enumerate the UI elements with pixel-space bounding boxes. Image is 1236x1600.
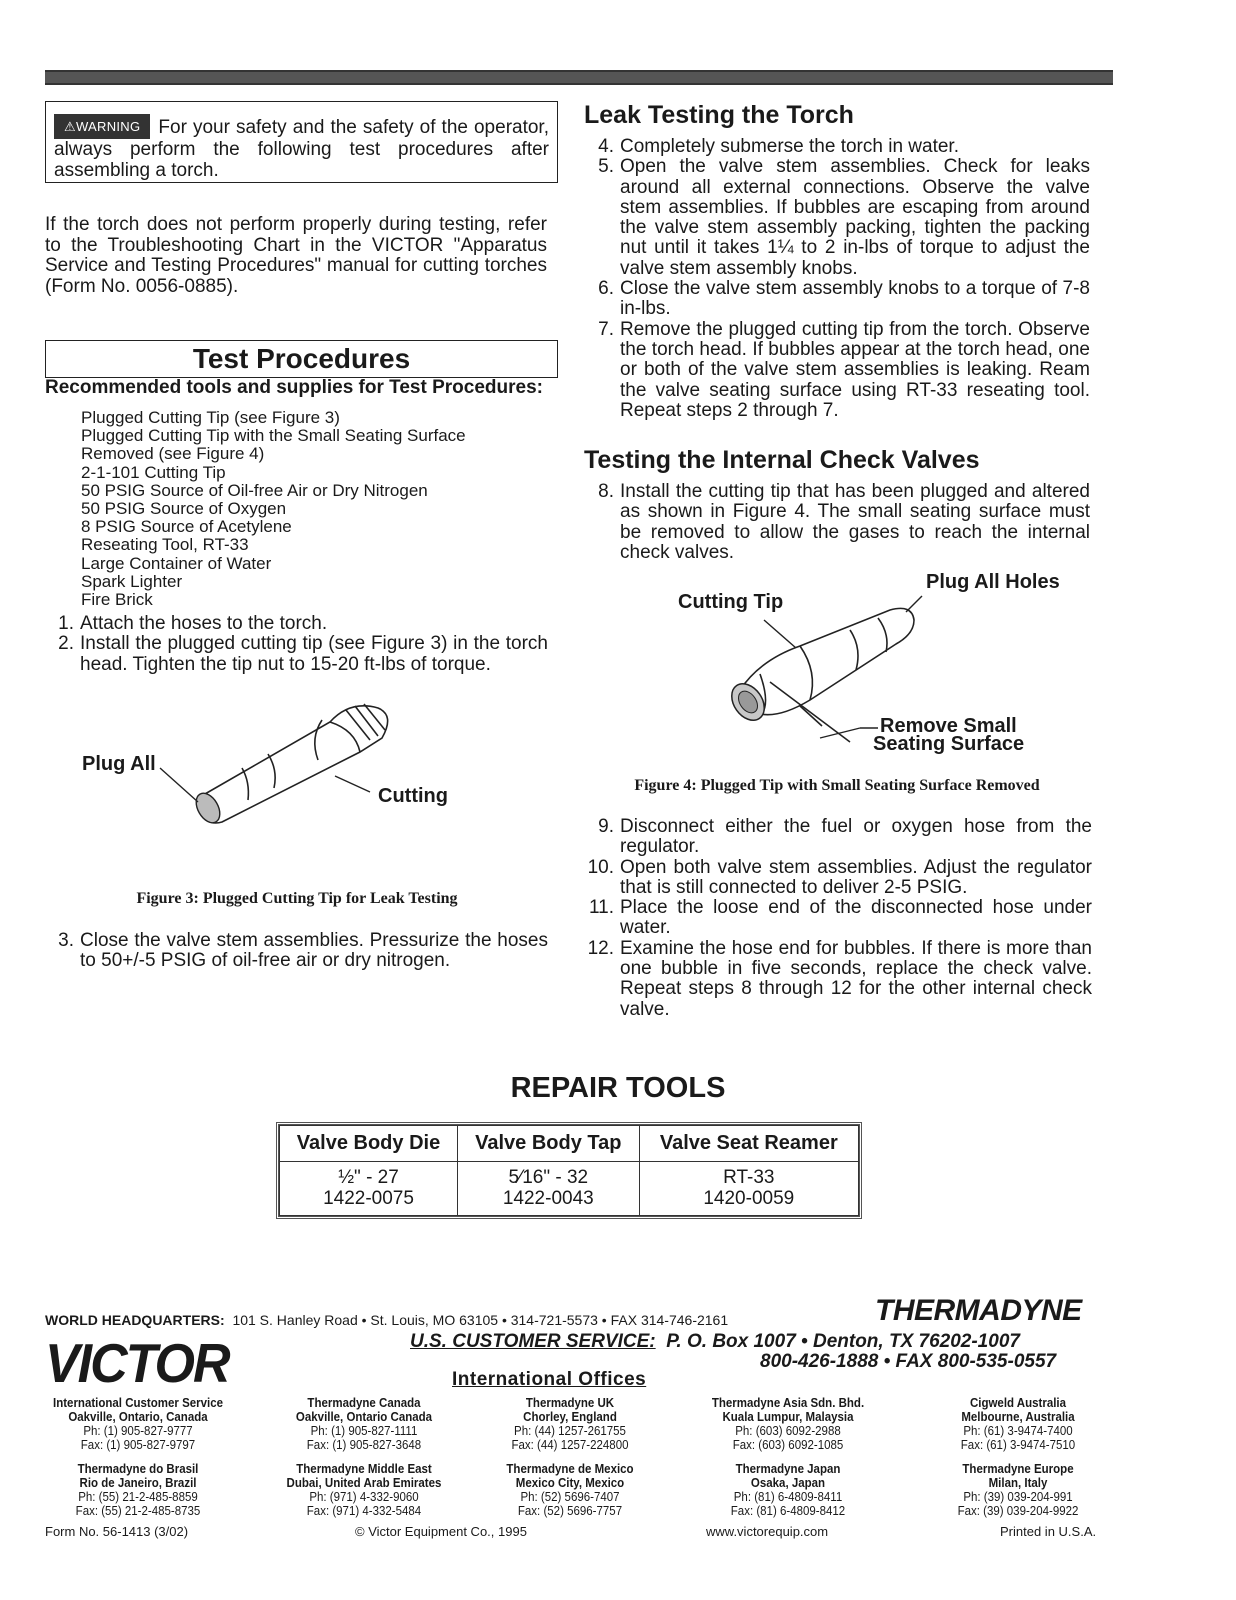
victor-logo: VICTOR bbox=[45, 1333, 229, 1395]
table-header: Valve Seat Reamer bbox=[639, 1126, 858, 1162]
step-item: 12. Examine the hose end for bubbles. If there is more than one bubble in five seconds, replace the check valve. Repeat steps 8 through 12 for the other internal check valve. bbox=[587, 937, 1092, 1020]
figure3-label-cutting: Cutting bbox=[378, 785, 448, 807]
figure3-label-plug: Plug All bbox=[82, 753, 156, 775]
steps-1-2 bbox=[44, 614, 548, 675]
step-item: 2. Install the plugged cutting tip (see Figure 3) in the torch head. Tighten the tip nut to 15-20 ft-lbs of torque. bbox=[58, 633, 548, 675]
figure4-label-seating: Seating Surface bbox=[873, 733, 1025, 755]
figure3-tip-illustration bbox=[150, 690, 430, 835]
step-item: 9. Disconnect either the fuel or oxygen hose from the regulator. bbox=[598, 816, 1092, 858]
figure3-caption: Figure 3: Plugged Cutting Tip for Leak Testing bbox=[136, 890, 458, 907]
top-rule bbox=[45, 70, 1113, 85]
figure4-label-remove: Remove Small bbox=[880, 715, 1017, 737]
list-item: Large Container of Water bbox=[81, 553, 272, 573]
intro-paragraph: If the torch does not perform properly during testing, refer to the Troubleshooting Chart in the VICTOR "Apparatus Service and Testing Procedures" manual for cutting torches (Form No. 0056-0885). bbox=[45, 214, 547, 297]
list-item: 8 PSIG Source of Acetylene bbox=[81, 517, 292, 537]
step-item: 11. Place the loose end of the disconnected hose under water. bbox=[588, 897, 1092, 939]
office-cigweld-australia: Cigweld Australia Melbourne, Australia Ph: (61) 3-9474-7400 Fax: (61) 3-9474-7510 bbox=[960, 1396, 1076, 1452]
printed-in: Printed in U.S.A. bbox=[1000, 1524, 1097, 1539]
office-thermadyne-mexico: Thermadyne de Mexico Mexico City, Mexico Ph: (52) 5696-7407 Fax: (52) 5696-7757 bbox=[506, 1462, 634, 1518]
office-thermadyne-uk: Thermadyne UK Chorley, England Ph: (44) 1257-261755 Fax: (44) 1257-224800 bbox=[511, 1396, 629, 1452]
list-item: Spark Lighter bbox=[81, 571, 183, 591]
table-cell: RT-33 1420-0059 bbox=[639, 1162, 858, 1216]
list-item: 50 PSIG Source of Oil-free Air or Dry Nitrogen bbox=[81, 480, 428, 500]
thermadyne-logo: THERMADYNE bbox=[875, 1294, 1082, 1327]
office-thermadyne-canada: Thermadyne Canada Oakville, Ontario Canada Ph: (1) 905-827-1111 Fax: (1) 905-827-3648 bbox=[295, 1396, 433, 1452]
step-item: 5. Open the valve stem assemblies. Check for leaks around all external connections. Observe the valve stem assemblies. If bubbles are escaping from around the valve stem assembly packing, tighten the packing nut until it takes 1¼ to 2 in-lbs of torque to adjust the valve stem assembly knobs. bbox=[598, 156, 1090, 279]
list-item: 50 PSIG Source of Oxygen bbox=[81, 499, 287, 519]
step-item: 4. Completely submerse the torch in water. bbox=[598, 136, 959, 157]
step-3 bbox=[44, 931, 548, 972]
table-row bbox=[280, 1162, 859, 1216]
check-valves-heading: Testing the Internal Check Valves bbox=[584, 446, 980, 474]
us-customer-service: U.S. CUSTOMER SERVICE: P. O. Box 1007 • Denton, TX 76202-1007 bbox=[410, 1331, 1020, 1352]
step-item: 10. Open both valve stem assemblies. Adjust the regulator that is still connected to deliver 2-5 PSIG. bbox=[587, 856, 1092, 898]
step-item: 7. Remove the plugged cutting tip from the torch. Observe the torch head. If bubbles appear at the torch head, one or both of the valve stem assemblies is leaking. Ream the valve seating surface using RT-33 reseating tool. Repeat steps 2 through 7. bbox=[598, 318, 1090, 421]
step-item: 3. Close the valve stem assemblies. Pressurize the hoses to 50+/-5 PSIG of oil-free air or dry nitrogen. bbox=[58, 930, 548, 972]
copyright: © Victor Equipment Co., 1995 bbox=[355, 1524, 527, 1539]
table-cell: 5⁄16" - 32 1422-0043 bbox=[458, 1162, 640, 1216]
repair-tools-title: REPAIR TOOLS bbox=[510, 1072, 726, 1104]
step-item: 8. Install the cutting tip that has been plugged and altered as shown in Figure 4. The small seating surface must be removed to allow the gases to reach the internal check valves. bbox=[598, 481, 1090, 563]
list-item: Reseating Tool, RT-33 bbox=[81, 535, 249, 555]
step-item: 1. Attach the hoses to the torch. bbox=[58, 613, 328, 634]
form-number: Form No. 56-1413 (3/02) bbox=[45, 1524, 189, 1539]
steps-9-12 bbox=[584, 817, 1092, 1020]
office-thermadyne-asia: Thermadyne Asia Sdn. Bhd. Kuala Lumpur, Malaysia Ph: (603) 6092-2988 Fax: (603) 6092-1085 bbox=[711, 1396, 865, 1452]
world-headquarters: WORLD HEADQUARTERS: 101 S. Hanley Road • St. Louis, MO 63105 • 314-721-5573 • FAX 314-746-2161 bbox=[45, 1312, 729, 1328]
warning-box bbox=[45, 101, 558, 183]
table-header-row bbox=[280, 1126, 859, 1162]
list-item: Plugged Cutting Tip with the Small Seating Surface bbox=[81, 426, 466, 446]
table-cell: ½" - 27 1422-0075 bbox=[280, 1162, 458, 1216]
step-8 bbox=[584, 482, 1090, 563]
list-item: Plugged Cutting Tip (see Figure 3) bbox=[81, 408, 340, 427]
test-procedures-title: Test Procedures bbox=[45, 340, 558, 378]
office-thermadyne-europe: Thermadyne Europe Milan, Italy Ph: (39) 039-204-991 Fax: (39) 039-204-9922 bbox=[957, 1462, 1079, 1518]
repair-tools-table bbox=[279, 1125, 859, 1216]
office-international-customer-service: International Customer Service Oakville, Ontario, Canada Ph: (1) 905-827-9777 Fax: (1) 905-827-9797 bbox=[53, 1396, 223, 1452]
list-item: Removed (see Figure 4) bbox=[81, 444, 265, 464]
figure4-label-plug: Plug All Holes bbox=[926, 571, 1060, 593]
steps-4-7 bbox=[584, 137, 1090, 421]
figure4-label-tip: Cutting Tip bbox=[678, 591, 784, 613]
table-header: Valve Body Tap bbox=[458, 1126, 640, 1162]
step-item: 6. Close the valve stem assembly knobs to a torque of 7-8 in-lbs. bbox=[598, 278, 1090, 320]
website-link[interactable]: www.victorequip.com bbox=[706, 1524, 829, 1539]
us-customer-service-phones: 800-426-1888 • FAX 800-535-0557 bbox=[760, 1351, 1057, 1372]
list-item: Fire Brick bbox=[81, 590, 153, 610]
office-thermadyne-middle-east: Thermadyne Middle East Dubai, United Arab Emirates Ph: (971) 4-332-9060 Fax: (971) 4-332-5484 bbox=[286, 1462, 442, 1518]
leak-testing-heading: Leak Testing the Torch bbox=[584, 101, 854, 129]
office-thermadyne-japan: Thermadyne Japan Osaka, Japan Ph: (81) 6-4809-8411 Fax: (81) 6-4809-8412 bbox=[730, 1462, 846, 1518]
office-thermadyne-brasil: Thermadyne do Brasil Rio de Janeiro, Brazil Ph: (55) 21-2-485-8859 Fax: (55) 21-2-485-8735 bbox=[75, 1462, 201, 1518]
figure4-caption: Figure 4: Plugged Tip with Small Seating Surface Removed bbox=[634, 777, 1040, 794]
warning-text: For your safety and the safety of the operator, always perform the following test procedures after assembling a torch. bbox=[54, 117, 549, 181]
tools-subtitle: Recommended tools and supplies for Test Procedures: bbox=[45, 377, 543, 398]
warning-badge: ⚠WARNING bbox=[54, 114, 150, 139]
tools-list bbox=[81, 409, 561, 609]
table-header: Valve Body Die bbox=[280, 1126, 458, 1162]
international-offices-title: International Offices bbox=[452, 1369, 647, 1390]
list-item: 2-1-101 Cutting Tip bbox=[81, 462, 226, 482]
